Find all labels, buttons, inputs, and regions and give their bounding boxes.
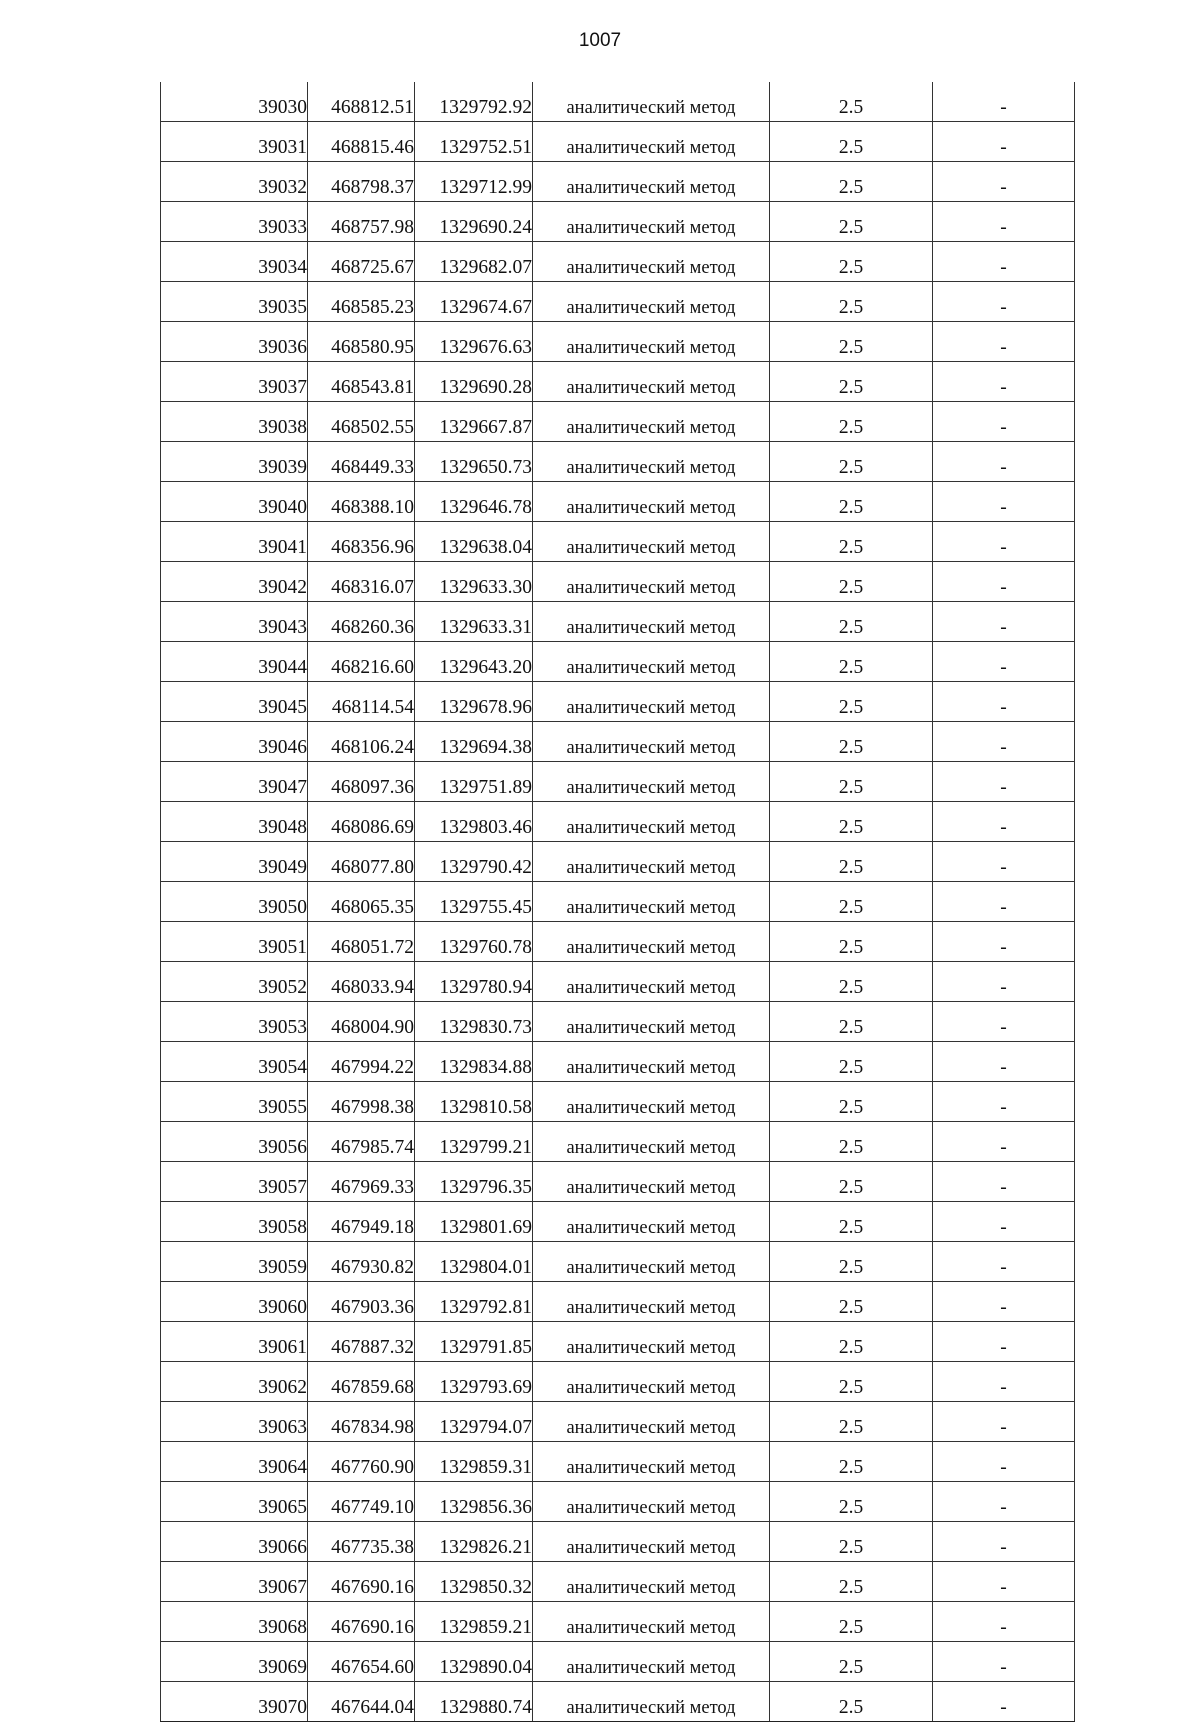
x-coordinate-cell: 467903.36 <box>308 1282 415 1322</box>
table-row <box>161 1642 1075 1682</box>
point-number-cell: 39051 <box>161 922 308 962</box>
accuracy-cell: 2.5 <box>770 1162 933 1202</box>
table-row <box>161 1362 1075 1402</box>
table-row <box>161 642 1075 682</box>
table-row <box>161 962 1075 1002</box>
point-number-cell: 39046 <box>161 722 308 762</box>
note-cell: - <box>933 122 1075 162</box>
x-coordinate-cell: 468798.37 <box>308 162 415 202</box>
method-cell: аналитический метод <box>533 642 770 682</box>
point-number-cell: 39043 <box>161 602 308 642</box>
point-number-cell: 39066 <box>161 1522 308 1562</box>
method-cell: аналитический метод <box>533 162 770 202</box>
method-cell: аналитический метод <box>533 1082 770 1122</box>
y-coordinate-cell: 1329650.73 <box>415 442 533 482</box>
note-cell: - <box>933 1322 1075 1362</box>
y-coordinate-cell: 1329793.69 <box>415 1362 533 1402</box>
point-number-cell: 39038 <box>161 402 308 442</box>
method-cell: аналитический метод <box>533 1242 770 1282</box>
table-row <box>161 602 1075 642</box>
y-coordinate-cell: 1329826.21 <box>415 1522 533 1562</box>
point-number-cell: 39045 <box>161 682 308 722</box>
point-number-cell: 39030 <box>161 82 308 122</box>
table-row <box>161 1162 1075 1202</box>
note-cell: - <box>933 1482 1075 1522</box>
accuracy-cell: 2.5 <box>770 1122 933 1162</box>
table-row <box>161 1562 1075 1602</box>
method-cell: аналитический метод <box>533 962 770 1002</box>
y-coordinate-cell: 1329678.96 <box>415 682 533 722</box>
method-cell: аналитический метод <box>533 682 770 722</box>
table-row <box>161 1082 1075 1122</box>
x-coordinate-cell: 467969.33 <box>308 1162 415 1202</box>
table-row <box>161 1442 1075 1482</box>
table-row <box>161 1402 1075 1442</box>
x-coordinate-cell: 467654.60 <box>308 1642 415 1682</box>
y-coordinate-cell: 1329792.81 <box>415 1282 533 1322</box>
accuracy-cell: 2.5 <box>770 1202 933 1242</box>
note-cell: - <box>933 402 1075 442</box>
x-coordinate-cell: 468086.69 <box>308 802 415 842</box>
method-cell: аналитический метод <box>533 762 770 802</box>
y-coordinate-cell: 1329638.04 <box>415 522 533 562</box>
y-coordinate-cell: 1329796.35 <box>415 1162 533 1202</box>
point-number-cell: 39070 <box>161 1682 308 1722</box>
note-cell: - <box>933 1642 1075 1682</box>
note-cell: - <box>933 1362 1075 1402</box>
point-number-cell: 39035 <box>161 282 308 322</box>
x-coordinate-cell: 468449.33 <box>308 442 415 482</box>
table-row <box>161 922 1075 962</box>
accuracy-cell: 2.5 <box>770 842 933 882</box>
accuracy-cell: 2.5 <box>770 1082 933 1122</box>
table-row <box>161 442 1075 482</box>
accuracy-cell: 2.5 <box>770 482 933 522</box>
note-cell: - <box>933 282 1075 322</box>
table-row <box>161 162 1075 202</box>
note-cell: - <box>933 1442 1075 1482</box>
x-coordinate-cell: 468216.60 <box>308 642 415 682</box>
table-row <box>161 1002 1075 1042</box>
point-number-cell: 39036 <box>161 322 308 362</box>
point-number-cell: 39031 <box>161 122 308 162</box>
point-number-cell: 39061 <box>161 1322 308 1362</box>
method-cell: аналитический метод <box>533 1442 770 1482</box>
note-cell: - <box>933 1042 1075 1082</box>
note-cell: - <box>933 562 1075 602</box>
note-cell: - <box>933 1162 1075 1202</box>
note-cell: - <box>933 1202 1075 1242</box>
y-coordinate-cell: 1329751.89 <box>415 762 533 802</box>
table-row <box>161 1322 1075 1362</box>
x-coordinate-cell: 468004.90 <box>308 1002 415 1042</box>
x-coordinate-cell: 467859.68 <box>308 1362 415 1402</box>
x-coordinate-cell: 468580.95 <box>308 322 415 362</box>
note-cell: - <box>933 162 1075 202</box>
point-number-cell: 39052 <box>161 962 308 1002</box>
method-cell: аналитический метод <box>533 1562 770 1602</box>
method-cell: аналитический метод <box>533 1482 770 1522</box>
x-coordinate-cell: 468106.24 <box>308 722 415 762</box>
method-cell: аналитический метод <box>533 562 770 602</box>
note-cell: - <box>933 1522 1075 1562</box>
point-number-cell: 39058 <box>161 1202 308 1242</box>
method-cell: аналитический метод <box>533 242 770 282</box>
coordinates-table <box>160 82 1075 1722</box>
accuracy-cell: 2.5 <box>770 562 933 602</box>
note-cell: - <box>933 482 1075 522</box>
x-coordinate-cell: 468051.72 <box>308 922 415 962</box>
note-cell: - <box>933 1242 1075 1282</box>
note-cell: - <box>933 962 1075 1002</box>
point-number-cell: 39040 <box>161 482 308 522</box>
note-cell: - <box>933 682 1075 722</box>
y-coordinate-cell: 1329676.63 <box>415 322 533 362</box>
x-coordinate-cell: 468097.36 <box>308 762 415 802</box>
point-number-cell: 39044 <box>161 642 308 682</box>
note-cell: - <box>933 442 1075 482</box>
x-coordinate-cell: 467760.90 <box>308 1442 415 1482</box>
table-row <box>161 322 1075 362</box>
point-number-cell: 39050 <box>161 882 308 922</box>
point-number-cell: 39056 <box>161 1122 308 1162</box>
y-coordinate-cell: 1329830.73 <box>415 1002 533 1042</box>
table-row <box>161 842 1075 882</box>
table-row <box>161 722 1075 762</box>
table-row <box>161 82 1075 122</box>
method-cell: аналитический метод <box>533 1002 770 1042</box>
x-coordinate-cell: 468077.80 <box>308 842 415 882</box>
point-number-cell: 39065 <box>161 1482 308 1522</box>
x-coordinate-cell: 468316.07 <box>308 562 415 602</box>
point-number-cell: 39059 <box>161 1242 308 1282</box>
point-number-cell: 39032 <box>161 162 308 202</box>
accuracy-cell: 2.5 <box>770 762 933 802</box>
accuracy-cell: 2.5 <box>770 82 933 122</box>
table-row <box>161 1042 1075 1082</box>
note-cell: - <box>933 1562 1075 1602</box>
point-number-cell: 39062 <box>161 1362 308 1402</box>
note-cell: - <box>933 802 1075 842</box>
point-number-cell: 39057 <box>161 1162 308 1202</box>
accuracy-cell: 2.5 <box>770 682 933 722</box>
method-cell: аналитический метод <box>533 1522 770 1562</box>
note-cell: - <box>933 1402 1075 1442</box>
accuracy-cell: 2.5 <box>770 642 933 682</box>
y-coordinate-cell: 1329755.45 <box>415 882 533 922</box>
y-coordinate-cell: 1329643.20 <box>415 642 533 682</box>
y-coordinate-cell: 1329810.58 <box>415 1082 533 1122</box>
table-row <box>161 762 1075 802</box>
accuracy-cell: 2.5 <box>770 1362 933 1402</box>
accuracy-cell: 2.5 <box>770 602 933 642</box>
method-cell: аналитический метод <box>533 602 770 642</box>
x-coordinate-cell: 468815.46 <box>308 122 415 162</box>
method-cell: аналитический метод <box>533 882 770 922</box>
x-coordinate-cell: 468585.23 <box>308 282 415 322</box>
y-coordinate-cell: 1329804.01 <box>415 1242 533 1282</box>
x-coordinate-cell: 468388.10 <box>308 482 415 522</box>
x-coordinate-cell: 468114.54 <box>308 682 415 722</box>
x-coordinate-cell: 467690.16 <box>308 1602 415 1642</box>
y-coordinate-cell: 1329790.42 <box>415 842 533 882</box>
point-number-cell: 39054 <box>161 1042 308 1082</box>
accuracy-cell: 2.5 <box>770 1282 933 1322</box>
x-coordinate-cell: 468757.98 <box>308 202 415 242</box>
x-coordinate-cell: 468033.94 <box>308 962 415 1002</box>
x-coordinate-cell: 467985.74 <box>308 1122 415 1162</box>
method-cell: аналитический метод <box>533 1282 770 1322</box>
point-number-cell: 39069 <box>161 1642 308 1682</box>
method-cell: аналитический метод <box>533 1682 770 1722</box>
y-coordinate-cell: 1329880.74 <box>415 1682 533 1722</box>
note-cell: - <box>933 602 1075 642</box>
method-cell: аналитический метод <box>533 362 770 402</box>
x-coordinate-cell: 467749.10 <box>308 1482 415 1522</box>
note-cell: - <box>933 1082 1075 1122</box>
accuracy-cell: 2.5 <box>770 282 933 322</box>
method-cell: аналитический метод <box>533 1322 770 1362</box>
table-row <box>161 362 1075 402</box>
table-row <box>161 402 1075 442</box>
accuracy-cell: 2.5 <box>770 442 933 482</box>
y-coordinate-cell: 1329803.46 <box>415 802 533 842</box>
table-row <box>161 1602 1075 1642</box>
accuracy-cell: 2.5 <box>770 1642 933 1682</box>
y-coordinate-cell: 1329674.67 <box>415 282 533 322</box>
note-cell: - <box>933 322 1075 362</box>
note-cell: - <box>933 522 1075 562</box>
note-cell: - <box>933 722 1075 762</box>
method-cell: аналитический метод <box>533 1122 770 1162</box>
table-row <box>161 202 1075 242</box>
y-coordinate-cell: 1329760.78 <box>415 922 533 962</box>
table-row <box>161 882 1075 922</box>
y-coordinate-cell: 1329712.99 <box>415 162 533 202</box>
x-coordinate-cell: 467930.82 <box>308 1242 415 1282</box>
point-number-cell: 39034 <box>161 242 308 282</box>
note-cell: - <box>933 1602 1075 1642</box>
accuracy-cell: 2.5 <box>770 1682 933 1722</box>
note-cell: - <box>933 1682 1075 1722</box>
y-coordinate-cell: 1329690.28 <box>415 362 533 402</box>
x-coordinate-cell: 467690.16 <box>308 1562 415 1602</box>
accuracy-cell: 2.5 <box>770 1602 933 1642</box>
point-number-cell: 39049 <box>161 842 308 882</box>
accuracy-cell: 2.5 <box>770 202 933 242</box>
table-row <box>161 1282 1075 1322</box>
accuracy-cell: 2.5 <box>770 322 933 362</box>
method-cell: аналитический метод <box>533 1202 770 1242</box>
method-cell: аналитический метод <box>533 82 770 122</box>
x-coordinate-cell: 468065.35 <box>308 882 415 922</box>
accuracy-cell: 2.5 <box>770 802 933 842</box>
point-number-cell: 39048 <box>161 802 308 842</box>
method-cell: аналитический метод <box>533 1642 770 1682</box>
y-coordinate-cell: 1329690.24 <box>415 202 533 242</box>
table-row <box>161 1202 1075 1242</box>
x-coordinate-cell: 468812.51 <box>308 82 415 122</box>
table-row <box>161 282 1075 322</box>
accuracy-cell: 2.5 <box>770 162 933 202</box>
y-coordinate-cell: 1329890.04 <box>415 1642 533 1682</box>
table-row <box>161 1122 1075 1162</box>
point-number-cell: 39033 <box>161 202 308 242</box>
method-cell: аналитический метод <box>533 202 770 242</box>
method-cell: аналитический метод <box>533 522 770 562</box>
x-coordinate-cell: 467644.04 <box>308 1682 415 1722</box>
x-coordinate-cell: 468260.36 <box>308 602 415 642</box>
x-coordinate-cell: 468356.96 <box>308 522 415 562</box>
point-number-cell: 39060 <box>161 1282 308 1322</box>
note-cell: - <box>933 202 1075 242</box>
note-cell: - <box>933 842 1075 882</box>
accuracy-cell: 2.5 <box>770 1042 933 1082</box>
accuracy-cell: 2.5 <box>770 1322 933 1362</box>
table-row <box>161 242 1075 282</box>
method-cell: аналитический метод <box>533 482 770 522</box>
y-coordinate-cell: 1329859.31 <box>415 1442 533 1482</box>
accuracy-cell: 2.5 <box>770 1242 933 1282</box>
method-cell: аналитический метод <box>533 1602 770 1642</box>
point-number-cell: 39068 <box>161 1602 308 1642</box>
accuracy-cell: 2.5 <box>770 402 933 442</box>
point-number-cell: 39041 <box>161 522 308 562</box>
accuracy-cell: 2.5 <box>770 1522 933 1562</box>
x-coordinate-cell: 467994.22 <box>308 1042 415 1082</box>
point-number-cell: 39053 <box>161 1002 308 1042</box>
point-number-cell: 39042 <box>161 562 308 602</box>
y-coordinate-cell: 1329694.38 <box>415 722 533 762</box>
table-body <box>161 82 1075 1722</box>
accuracy-cell: 2.5 <box>770 722 933 762</box>
accuracy-cell: 2.5 <box>770 362 933 402</box>
point-number-cell: 39064 <box>161 1442 308 1482</box>
accuracy-cell: 2.5 <box>770 1562 933 1602</box>
y-coordinate-cell: 1329794.07 <box>415 1402 533 1442</box>
page-number: 1007 <box>578 30 622 51</box>
note-cell: - <box>933 882 1075 922</box>
accuracy-cell: 2.5 <box>770 1442 933 1482</box>
accuracy-cell: 2.5 <box>770 1482 933 1522</box>
table-row <box>161 1242 1075 1282</box>
note-cell: - <box>933 82 1075 122</box>
table-row <box>161 1482 1075 1522</box>
y-coordinate-cell: 1329633.30 <box>415 562 533 602</box>
y-coordinate-cell: 1329792.92 <box>415 82 533 122</box>
note-cell: - <box>933 1282 1075 1322</box>
point-number-cell: 39047 <box>161 762 308 802</box>
x-coordinate-cell: 467735.38 <box>308 1522 415 1562</box>
method-cell: аналитический метод <box>533 802 770 842</box>
method-cell: аналитический метод <box>533 922 770 962</box>
accuracy-cell: 2.5 <box>770 1402 933 1442</box>
y-coordinate-cell: 1329646.78 <box>415 482 533 522</box>
y-coordinate-cell: 1329791.85 <box>415 1322 533 1362</box>
y-coordinate-cell: 1329801.69 <box>415 1202 533 1242</box>
accuracy-cell: 2.5 <box>770 122 933 162</box>
y-coordinate-cell: 1329859.21 <box>415 1602 533 1642</box>
x-coordinate-cell: 468502.55 <box>308 402 415 442</box>
note-cell: - <box>933 1002 1075 1042</box>
y-coordinate-cell: 1329799.21 <box>415 1122 533 1162</box>
table-row <box>161 482 1075 522</box>
method-cell: аналитический метод <box>533 1402 770 1442</box>
method-cell: аналитический метод <box>533 322 770 362</box>
table-row <box>161 1522 1075 1562</box>
method-cell: аналитический метод <box>533 402 770 442</box>
table-row <box>161 122 1075 162</box>
accuracy-cell: 2.5 <box>770 522 933 562</box>
point-number-cell: 39055 <box>161 1082 308 1122</box>
y-coordinate-cell: 1329780.94 <box>415 962 533 1002</box>
note-cell: - <box>933 242 1075 282</box>
note-cell: - <box>933 642 1075 682</box>
x-coordinate-cell: 467834.98 <box>308 1402 415 1442</box>
y-coordinate-cell: 1329850.32 <box>415 1562 533 1602</box>
y-coordinate-cell: 1329682.07 <box>415 242 533 282</box>
point-number-cell: 39063 <box>161 1402 308 1442</box>
table-row <box>161 1682 1075 1722</box>
method-cell: аналитический метод <box>533 1162 770 1202</box>
point-number-cell: 39039 <box>161 442 308 482</box>
y-coordinate-cell: 1329633.31 <box>415 602 533 642</box>
y-coordinate-cell: 1329667.87 <box>415 402 533 442</box>
method-cell: аналитический метод <box>533 122 770 162</box>
method-cell: аналитический метод <box>533 1042 770 1082</box>
table-row <box>161 802 1075 842</box>
x-coordinate-cell: 467998.38 <box>308 1082 415 1122</box>
method-cell: аналитический метод <box>533 842 770 882</box>
accuracy-cell: 2.5 <box>770 1002 933 1042</box>
note-cell: - <box>933 922 1075 962</box>
y-coordinate-cell: 1329856.36 <box>415 1482 533 1522</box>
x-coordinate-cell: 467887.32 <box>308 1322 415 1362</box>
method-cell: аналитический метод <box>533 282 770 322</box>
table-row <box>161 562 1075 602</box>
point-number-cell: 39067 <box>161 1562 308 1602</box>
table-row <box>161 682 1075 722</box>
x-coordinate-cell: 468725.67 <box>308 242 415 282</box>
table-row <box>161 522 1075 562</box>
note-cell: - <box>933 1122 1075 1162</box>
accuracy-cell: 2.5 <box>770 922 933 962</box>
point-number-cell: 39037 <box>161 362 308 402</box>
x-coordinate-cell: 468543.81 <box>308 362 415 402</box>
note-cell: - <box>933 762 1075 802</box>
note-cell: - <box>933 362 1075 402</box>
y-coordinate-cell: 1329752.51 <box>415 122 533 162</box>
x-coordinate-cell: 467949.18 <box>308 1202 415 1242</box>
y-coordinate-cell: 1329834.88 <box>415 1042 533 1082</box>
accuracy-cell: 2.5 <box>770 242 933 282</box>
accuracy-cell: 2.5 <box>770 882 933 922</box>
method-cell: аналитический метод <box>533 1362 770 1402</box>
accuracy-cell: 2.5 <box>770 962 933 1002</box>
method-cell: аналитический метод <box>533 722 770 762</box>
method-cell: аналитический метод <box>533 442 770 482</box>
